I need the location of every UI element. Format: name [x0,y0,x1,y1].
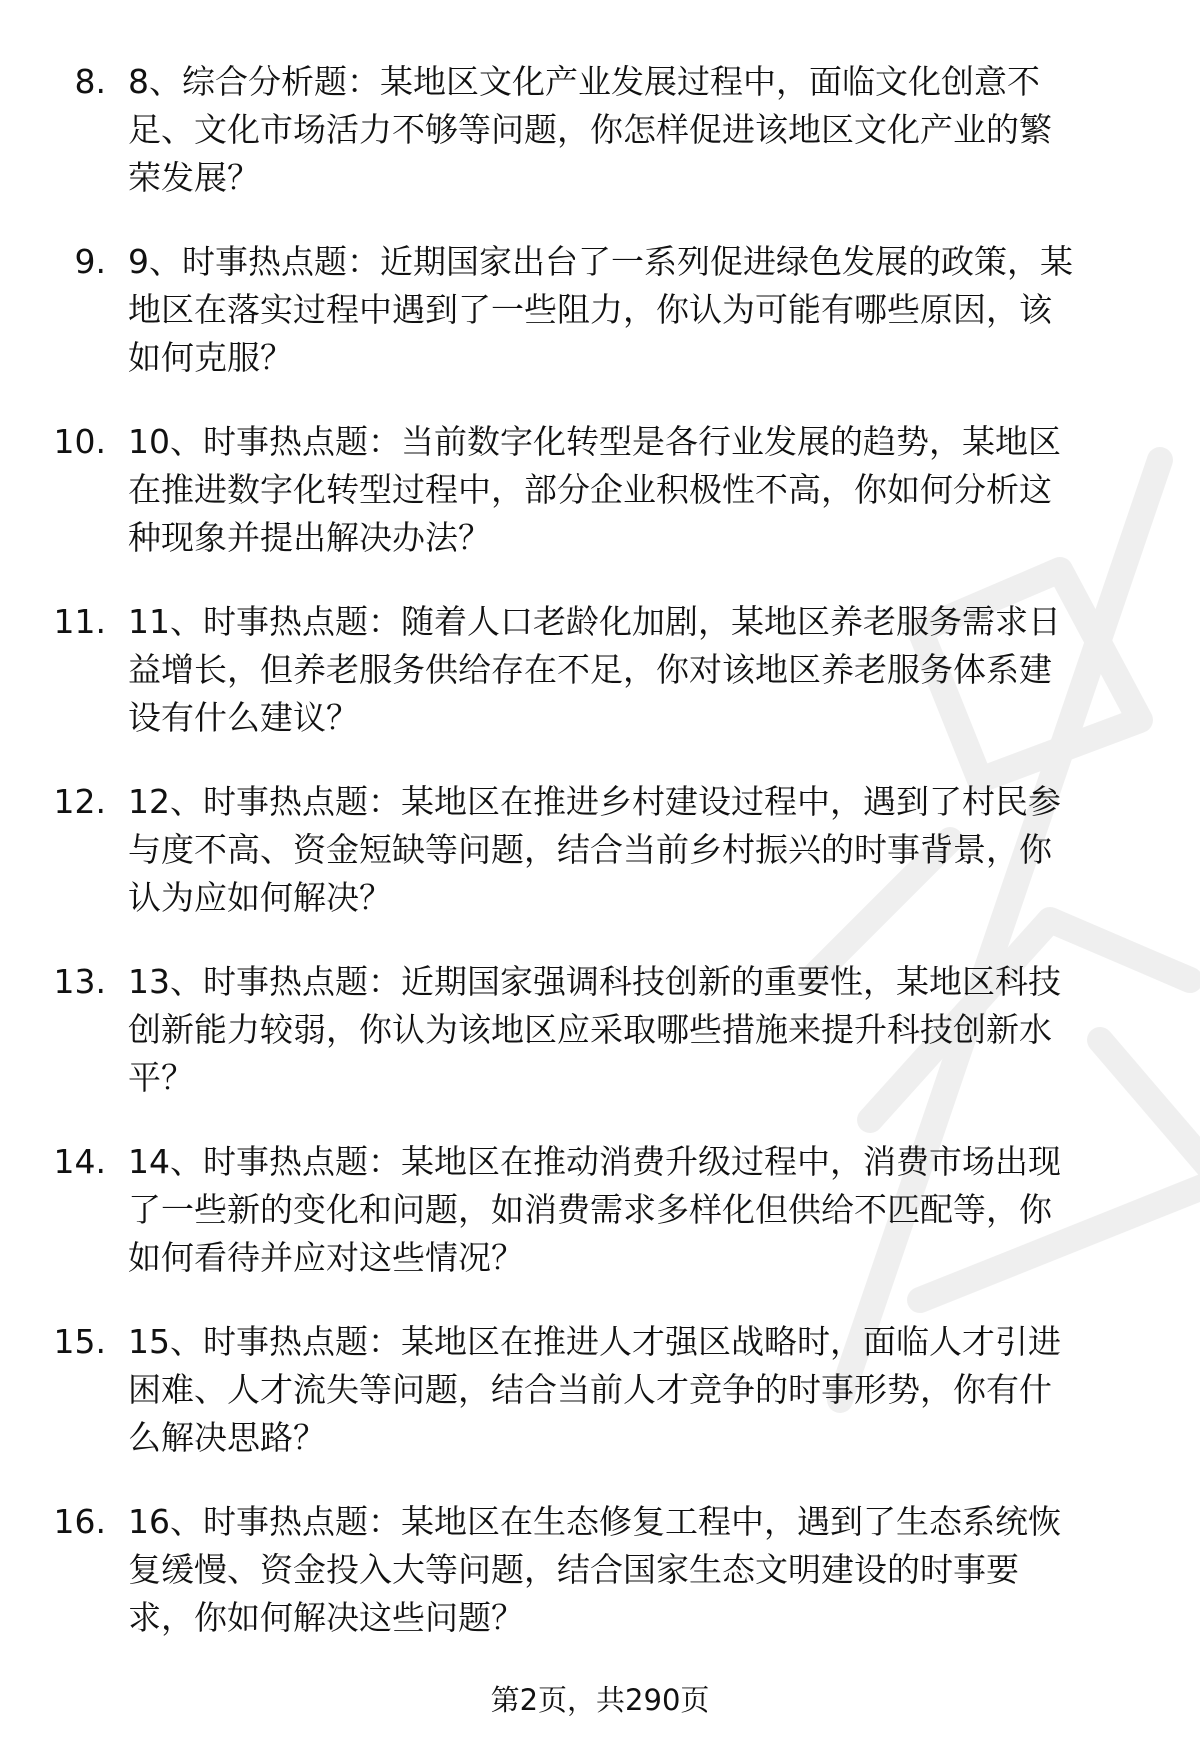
question-number: 13. [53,962,106,1001]
question-text-line: 种现象并提出解决办法？ [128,518,491,557]
question-text-line: 么解决思路？ [128,1418,326,1457]
question-text-line: 足、文化市场活力不够等问题，你怎样促进该地区文化产业的繁 [128,110,1052,149]
question-item [0,1138,1200,1282]
question-number: 12. [53,782,106,821]
question-text-line: 12、时事热点题：某地区在推进乡村建设过程中，遇到了村民参 [128,782,1061,821]
question-text-line: 平？ [128,1058,194,1097]
question-text-line: 15、时事热点题：某地区在推进人才强区战略时，面临人才引进 [128,1322,1061,1361]
question-text-line: 认为应如何解决？ [128,878,392,917]
question-text-line: 如何看待并应对这些情况？ [128,1238,524,1277]
question-number: 8. [74,62,106,101]
question-text-line: 求，你如何解决这些问题？ [128,1598,524,1637]
question-text-line: 地区在落实过程中遇到了一些阻力，你认为可能有哪些原因，该 [128,290,1052,329]
question-item [0,598,1200,742]
question-text-line: 创新能力较弱，你认为该地区应采取哪些措施来提升科技创新水 [128,1010,1052,1049]
question-text-line: 14、时事热点题：某地区在推动消费升级过程中，消费市场出现 [128,1142,1061,1181]
question-number: 14. [53,1142,106,1181]
question-item [0,778,1200,922]
question-text [128,418,1156,562]
question-text [128,58,1156,202]
question-number: 16. [53,1502,106,1541]
question-text-line: 8、综合分析题：某地区文化产业发展过程中，面临文化创意不 [128,62,1040,101]
question-text [128,238,1156,382]
question-text-line: 困难、人才流失等问题，结合当前人才竞争的时事形势，你有什 [128,1370,1052,1409]
question-text-line: 如何克服？ [128,338,293,377]
question-text-line: 设有什么建议？ [128,698,359,737]
question-item [0,418,1200,562]
question-number: 9. [74,242,106,281]
question-number: 10. [53,422,106,461]
question-text-line: 益增长，但养老服务供给存在不足，你对该地区养老服务体系建 [128,650,1052,689]
question-text-line: 13、时事热点题：近期国家强调科技创新的重要性，某地区科技 [128,962,1061,1001]
question-text [128,1318,1156,1462]
question-text-line: 在推进数字化转型过程中，部分企业积极性不高，你如何分析这 [128,470,1052,509]
question-text-line: 与度不高、资金短缺等问题，结合当前乡村振兴的时事背景，你 [128,830,1052,869]
question-text [128,958,1156,1102]
question-text-line: 了一些新的变化和问题，如消费需求多样化但供给不匹配等，你 [128,1190,1052,1229]
page-number-footer: 第2页，共290页 [490,1683,710,1717]
question-item [0,58,1200,202]
question-text-line: 9、时事热点题：近期国家出台了一系列促进绿色发展的政策，某 [128,242,1073,281]
question-text-line: 复缓慢、资金投入大等问题，结合国家生态文明建设的时事要 [128,1550,1019,1589]
question-item [0,1318,1200,1462]
question-text-line: 11、时事热点题：随着人口老龄化加剧，某地区养老服务需求日 [128,602,1061,641]
question-number: 11. [53,602,106,641]
question-text-line: 10、时事热点题：当前数字化转型是各行业发展的趋势，某地区 [128,422,1061,461]
question-text [128,778,1156,922]
question-text [128,1498,1156,1642]
question-list [0,58,1200,1678]
question-text [128,598,1156,742]
question-item [0,958,1200,1102]
question-text-line: 16、时事热点题：某地区在生态修复工程中，遇到了生态系统恢 [128,1502,1061,1541]
question-item [0,238,1200,382]
question-text-line: 荣发展？ [128,158,260,197]
question-number: 15. [53,1322,106,1361]
question-item [0,1498,1200,1642]
question-text [128,1138,1156,1282]
